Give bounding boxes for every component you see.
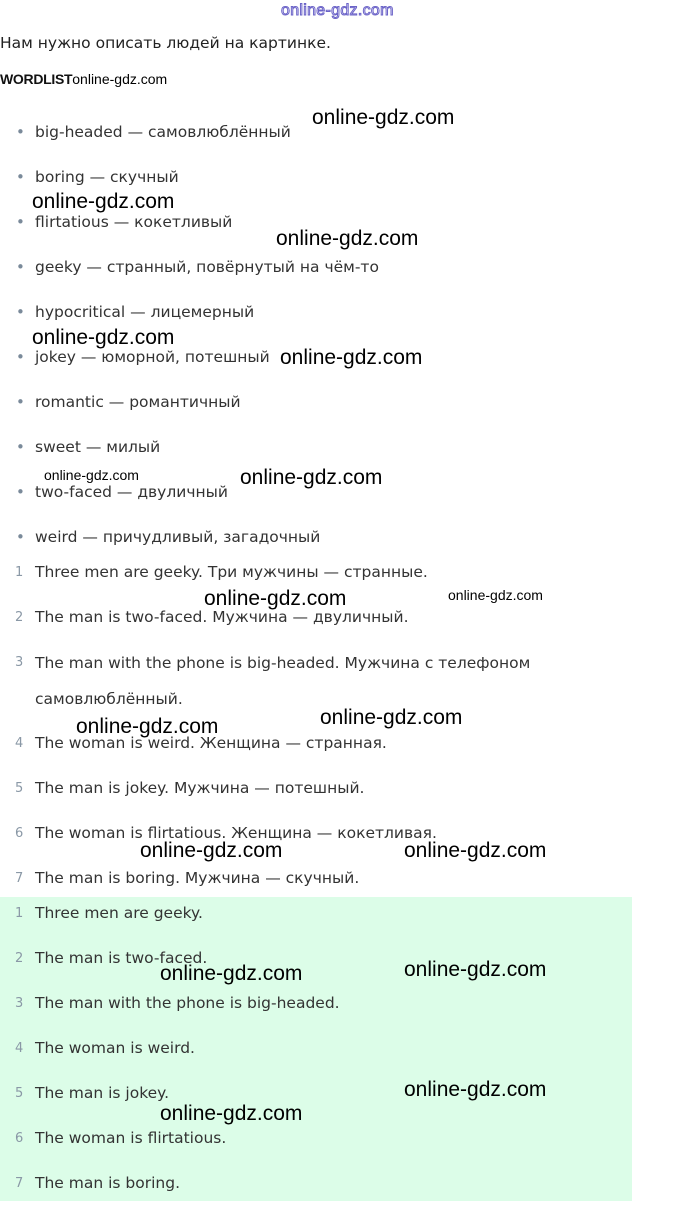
- translation-text: The woman is weird. Женщина — странная.: [35, 734, 387, 752]
- watermark: online-gdz.com: [32, 190, 175, 213]
- wordlist-entry: boring — скучный: [35, 168, 179, 186]
- answer-list: [0, 891, 680, 1206]
- answer-text: The man is jokey.: [35, 1084, 170, 1102]
- translation-item: [0, 811, 680, 856]
- bullet: •: [16, 348, 25, 366]
- watermark: online-gdz.com: [76, 715, 219, 738]
- wordlist-item: [0, 245, 680, 290]
- item-number: 2: [15, 951, 24, 966]
- item-number: 3: [15, 996, 24, 1011]
- answer-item: [0, 1116, 680, 1161]
- translation-list: [0, 550, 680, 901]
- wordlist-heading: [0, 71, 167, 87]
- bullet: •: [16, 438, 25, 456]
- answer-text: The man is two-faced.: [35, 949, 208, 967]
- wordlist: [0, 110, 680, 560]
- watermark: online-gdz.com: [160, 962, 303, 985]
- translation-text: The man with the phone is big-headed. Мужчина с телефоном самовлюблённый.: [35, 654, 531, 708]
- translation-text: Three men are geeky. Три мужчины — странные.: [35, 563, 428, 581]
- answer-item: [0, 1071, 680, 1116]
- wordlist-item: [0, 335, 680, 380]
- wordlist-entry: romantic — романтичный: [35, 393, 241, 411]
- item-number: 3: [15, 655, 24, 670]
- watermark: online-gdz.com: [404, 958, 547, 981]
- watermark: online-gdz.com: [72, 71, 168, 87]
- answer-text: The woman is weird.: [35, 1039, 195, 1057]
- translation-text: The man is boring. Мужчина — скучный.: [35, 869, 360, 887]
- wordlist-entry: flirtatious — кокетливый: [35, 213, 233, 231]
- translation-item: [0, 550, 680, 595]
- translation-text: The man is jokey. Мужчина — потешный.: [35, 779, 365, 797]
- wordlist-item: [0, 110, 680, 155]
- answer-text: The man with the phone is big-headed.: [35, 994, 340, 1012]
- translation-item: [0, 721, 680, 766]
- answer-item: [0, 981, 680, 1026]
- translation-item: [0, 640, 680, 721]
- wordlist-entry: sweet — милый: [35, 438, 161, 456]
- watermark: online-gdz.com: [404, 1078, 547, 1101]
- site-logo[interactable]: online-gdz.com: [281, 2, 394, 19]
- item-number: 1: [15, 906, 24, 921]
- watermark: online-gdz.com: [404, 839, 547, 862]
- wordlist-item: [0, 200, 680, 245]
- answer-item: [0, 891, 680, 936]
- wordlist-entry: hypocritical — лицемерный: [35, 303, 255, 321]
- wordlist-entry: geeky — странный, повёрнутый на чём-то: [35, 258, 379, 276]
- item-number: 7: [15, 1176, 24, 1191]
- bullet: •: [16, 483, 25, 501]
- watermark: online-gdz.com: [276, 227, 419, 250]
- wordlist-item: [0, 470, 680, 515]
- translation-item: [0, 766, 680, 811]
- bullet: •: [16, 528, 25, 546]
- bullet: •: [16, 168, 25, 186]
- watermark: online-gdz.com: [44, 467, 139, 483]
- watermark: online-gdz.com: [204, 587, 347, 610]
- wordlist-title: WORDLIST: [0, 71, 73, 87]
- watermark: online-gdz.com: [312, 106, 455, 129]
- bullet: •: [16, 393, 25, 411]
- bullet: •: [16, 258, 25, 276]
- translation-item: [0, 595, 680, 640]
- watermark: online-gdz.com: [240, 466, 383, 489]
- answer-text: The woman is flirtatious.: [35, 1129, 227, 1147]
- item-number: 1: [15, 565, 24, 580]
- wordlist-entry: jokey — юморной, потешный: [35, 348, 270, 366]
- item-number: 2: [15, 610, 24, 625]
- translation-text: The man is two-faced. Мужчина — двуличный.: [35, 608, 409, 626]
- wordlist-item: [0, 290, 680, 335]
- item-number: 5: [15, 781, 24, 796]
- wordlist-item: [0, 380, 680, 425]
- answer-item: [0, 1161, 680, 1206]
- translation-text: The woman is flirtatious. Женщина — кокетливая.: [35, 824, 437, 842]
- item-number: 7: [15, 871, 24, 886]
- answer-text: Three men are geeky.: [35, 904, 203, 922]
- watermark: online-gdz.com: [32, 326, 175, 349]
- wordlist-item: [0, 155, 680, 200]
- item-number: 4: [15, 736, 24, 751]
- bullet: •: [16, 303, 25, 321]
- answer-text: The man is boring.: [35, 1174, 181, 1192]
- intro-text: Нам нужно описать людей на картинке.: [0, 34, 331, 52]
- watermark: online-gdz.com: [448, 587, 543, 603]
- item-number: 5: [15, 1086, 24, 1101]
- bullet: •: [16, 213, 25, 231]
- wordlist-entry: two-faced — двуличный: [35, 483, 228, 501]
- watermark: online-gdz.com: [280, 346, 423, 369]
- wordlist-item: [0, 425, 680, 470]
- answer-item: [0, 1026, 680, 1071]
- wordlist-entry: big-headed — самовлюблённый: [35, 123, 291, 141]
- answer-item: [0, 936, 680, 981]
- watermark: online-gdz.com: [320, 706, 463, 729]
- item-number: 6: [15, 1131, 24, 1146]
- watermark: online-gdz.com: [140, 839, 283, 862]
- bullet: •: [16, 123, 25, 141]
- item-number: 6: [15, 826, 24, 841]
- watermark: online-gdz.com: [160, 1102, 303, 1125]
- item-number: 4: [15, 1041, 24, 1056]
- wordlist-entry: weird — причудливый, загадочный: [35, 528, 321, 546]
